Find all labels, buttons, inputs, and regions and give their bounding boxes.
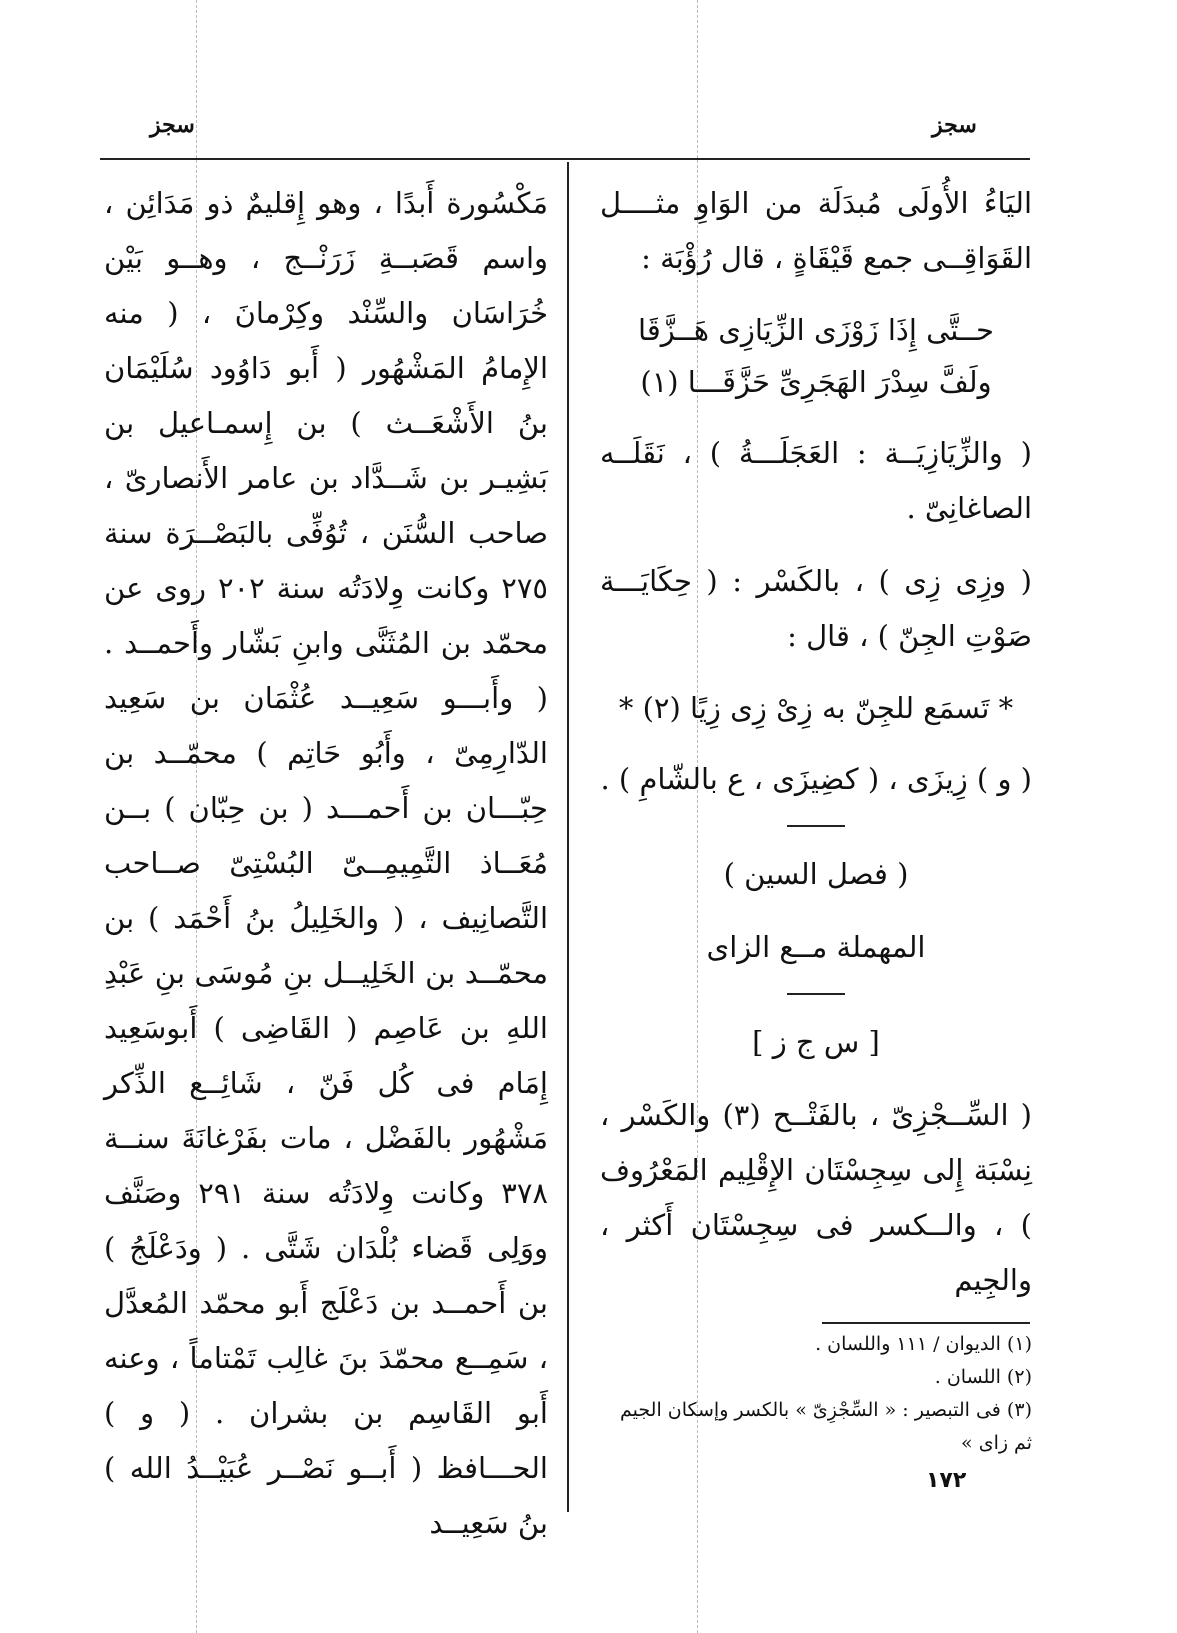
section-title: ( فصل السين ) — [723, 857, 909, 891]
paragraph: ( والزِّيَازِيَــة : العَجَلَـــةُ ) ، نَقَلَــه الصاغانِىّ . — [600, 436, 1032, 525]
separator-rule — [787, 825, 845, 827]
column-divider — [567, 162, 569, 1512]
running-headword-left: سجز — [150, 112, 195, 138]
verse-line: ولَفَّ سِدْرَ الهَجَرِىِّ حَزَّقَـــا (١) — [640, 365, 992, 399]
verse-line: حــتَّى إِذَا زَوْزَى الزِّيَازِى هَــزَّقَا — [638, 313, 994, 347]
paragraph: مَكْسُورة أَبدًا ، وهو إِقليمٌ ذو مَدَائِن ، واسم قَصَبــةِ زَرَنْــج ، وهــو بَيْن خُرَاسَان والسِّنْد وكِرْمانَ ، ( منه الإِمامُ المَشْهُور ( أَبو دَاوُود سُلَيْمَان بنُ الأَشْعَــث ) بن إِسمـاعيل بن بَشِيـر بن شَــدَّاد بن عامر الأَنصارىّ ، صاحب السُّنَن ، تُوُفِّى بالبَصْــرَة سنة ٢٧٥ وكانت وِلادَتُه سنة ٢٠٢ روى عن محمّد بن المُثَنَّى وابنِ بَشّار وأَحمــد . ( وأَبـــو سَعِيــد عُثْمَان بن سَعِيد الدّارِمِىّ ، وأَبُو حَاتِم ) محمّــد بن حِبّـــان بن أَحمـــد ( بن حِبّان ) بــن مُعَــاذ التَّمِيمِــىّ البُسْتِىّ صــاحب التَّصانِيف ، ( والخَلِيلُ بنُ أَحْمَد ) بن محمّــد بن الخَلِيــل بنِ مُوسَى بنِ عَبْدِ اللهِ بن عَاصِم ( القَاضِى ) أَبوسَعِيد إِمَام فى كُل فَنّ ، شَائِــع الذِّكر مَشْهُور بالفَضْل ، مات بفَرْغانَةَ سنــة ٣٧٨ وكانت وِلادَتُه سنة ٢٩١ وصَنَّف ووَلِى قَضاء بُلْدَان شَتَّى . ( ودَعْلَجُ ) بن أَحمــد بن دَعْلَج أَبو محمّد المُعدَّل ، سَمِــع محمّدَ بنَ غالِب تَمْتاماً ، وعنه أَبو القَاسِم بن بشران . ( و ) الحـــافظ ( أَبــو نَصْــر عُبَيْــدُ الله ) بنُ سَعِيــد — [104, 186, 548, 1540]
left-column — [104, 176, 548, 1551]
paragraph: ( السِّــجْزِىّ ، بالفَتْــح (٣) والكَسْر ، نِسْبَة إِلى سِجِسْتَان الإِقْلِيم المَعْرُوف ) ، والــكسر فى سِجِسْتَان أَكثر ، والجِيم — [600, 1098, 1032, 1297]
paragraph: ( و ) زِيزَى ، ( كضِيزَى ، ع بالشّامِ ) . — [600, 762, 1032, 796]
root-heading: [ س ج ز ] — [752, 1025, 880, 1059]
section-subtitle: المهملة مــع الزاى — [706, 930, 926, 964]
separator-rule — [787, 993, 845, 995]
header-rule — [100, 158, 1030, 160]
right-column — [600, 176, 1032, 1308]
footnote-rule — [822, 1322, 1030, 1324]
verse-line: * تَسمَع للجِنّ به زِىْ زِى زِيًا (٢) * — [618, 691, 1014, 725]
footnotes — [600, 1328, 1032, 1460]
paragraph: اليَاءُ الأُولَى مُبدَلَة من الوَاوِ مثــــل القَوَاقِــى جمع قَيْقَاةٍ ، قال رُؤْبَة : — [600, 186, 1032, 275]
footnote: (٣) فى التبصير : « السِّجْزِىّ » بالكسر وإسكان الجيم ثم زاى » — [620, 1399, 1032, 1454]
paragraph: ( وزِى زِى ) ، بالكَسْر : ( حِكَايَـــة صَوْتِ الجِنّ ) ، قال : — [600, 564, 1032, 653]
running-headword-right: سجز — [932, 112, 977, 138]
page-number: ١٧٢ — [926, 1468, 967, 1493]
footnote: (١) الديوان / ١١١ واللسان . — [815, 1333, 1032, 1355]
footnote: (٢) اللسان . — [934, 1366, 1032, 1388]
